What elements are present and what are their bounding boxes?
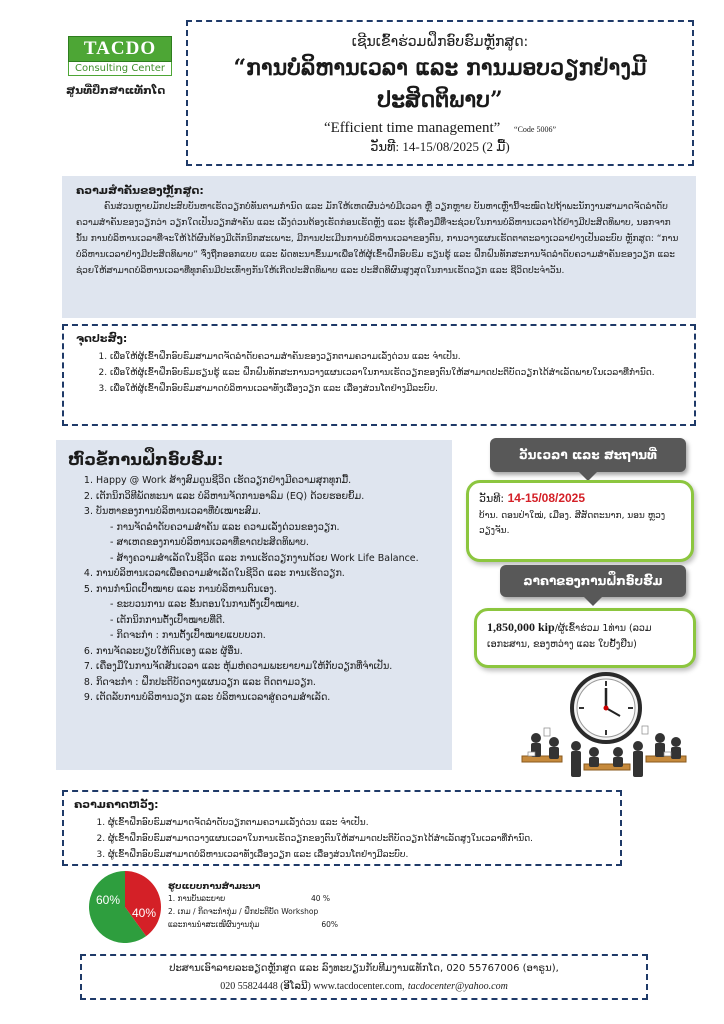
course-date: ວັນທີ: 14-15/08/2025 (2 ມື້) [370, 139, 510, 154]
topic-item [96, 659, 440, 675]
invite-text: ເຊີນເຂົ້າຮ່ວມຝຶກອົບຮົມຫຼັກສູດ: [351, 34, 529, 50]
topic-item [96, 582, 440, 644]
topic-text: ເຕັດລັບການບໍລິຫານວຽກ ແລະ ບໍລິຫານເວລາສູ່ຄວາມສຳເລັດ. [96, 692, 331, 703]
contact-phone-web: 020 55824448 (ອີໂລນີ) www.tacdocenter.com, [220, 981, 405, 992]
expectations-section [62, 790, 622, 866]
logo-subtitle: Consulting Center [68, 62, 172, 76]
schedule-place: ບ້ານ. ດອນປ່າໃໝ່, ເມືອງ. ສີສັດຕະນາກ, ນອນ ຫຼວງວຽງຈັນ. [479, 511, 666, 536]
topic-item [96, 473, 440, 489]
pie-label-red: 40% [132, 906, 157, 920]
topics-section [56, 440, 452, 770]
expectation-item: 2. ຜູ້ເຂົ້າຝຶກອົບຮົມສາມາດວາງແຜນເວລາໃນການເຮັດວຽກຂອງຕົນໃຫ້ສາມາດປະຕິບັດວຽກໄດ້ສຳເລັດສູງໃນເວລາທີ່ກຳນົດ. [108, 831, 610, 847]
expectations-heading: ຄວາມຄາດຫວັງ: [74, 798, 159, 811]
topic-subitem: - ສາເຫດຂອງການບໍລິຫານເວລາທີ່ຂາດປະສິດທິພາບ. [110, 537, 309, 548]
price-heading-badge [500, 565, 686, 597]
price-heading: ລາຄາຂອງການຝຶກອົບຮົມ [523, 574, 663, 588]
method-legend [168, 882, 348, 931]
topic-text: ການກຳນົດເປົ້າໝາຍ ແລະ ການບໍລິຫານຕົນເອງ. [96, 583, 277, 595]
contact-email[interactable]: tacdocenter@yahoo.com [407, 981, 508, 992]
method-title: ຮູບແບບການສຳມະນາ [168, 882, 261, 892]
topic-item [96, 566, 440, 582]
topic-subitem: - ການຈັດລຳດັບຄວາມສຳຄັນ ແລະ ຄວາມເລັ່ງດ່ວນຂອງວຽກ. [110, 521, 340, 533]
price-text [487, 619, 683, 653]
price-box [474, 608, 696, 668]
schedule-date-row [479, 491, 681, 505]
expectation-item: 3. ຜູ້ເຂົ້າຝຶກອົບຮົມສາມາດບໍລິຫານເວລາທັງເລື່ອງວຽກ ແລະ ເລື່ອງສ່ວນໂຕຢ່າງມີລະບົບ. [108, 847, 610, 863]
course-title: “ການບໍລິຫານເວລາ ແລະ ການມອບວຽກຢ່າງມີປະສິດຕິພາບ” [233, 55, 647, 113]
schedule-heading-badge [490, 438, 686, 472]
tacdo-logo [68, 36, 172, 76]
expectations-list [108, 815, 610, 863]
topic-text: ການຈັດລະບຽບໃຫ້ຕົນເອງ ແລະ ຜູ້ອື່ນ. [96, 645, 243, 657]
topic-text: ບັນຫາຂອງການບໍລິຫານເວລາທີ່ບໍ່ເໝາະສົມ. [96, 506, 262, 517]
topic-subitem: - ເຕັກນິກການຕັ້ງເປົ້າໝາຍທີ່ດີ. [110, 614, 226, 626]
objectives-section [62, 324, 696, 426]
clock-office-illustration [514, 668, 694, 794]
down-arrow-icon [583, 596, 603, 606]
topic-text: ເຄື່ອງມືໃນການຈັດສັນເວລາ ແລະ ຫຸ້ມຫໍຄວາມພະຍາຍາມໃຫ້ກັບວຽກທີ່ຈຳເປັນ. [96, 661, 393, 672]
topics-list [96, 473, 440, 706]
contact-line-1: ປະສານເອົາລາຍລະອຽດຫຼັກສູດ ແລະ ລົງທະບຽນກັບທີມງານແທັກໂດ, 020 55767006 (ອາຣູນ), [169, 963, 559, 974]
english-title [188, 120, 692, 137]
importance-section [62, 176, 696, 318]
pie-label-green: 60% [96, 893, 121, 907]
clock-icon [572, 674, 640, 742]
topic-text: ເຕັກນິກວິທີພັດທະນາ ແລະ ບໍລິຫານຈັດການອາລົມ (EQ) ດ້ວຍຮອຍຍິ້ມ. [96, 490, 365, 502]
method-pie-chart [88, 870, 162, 944]
price-amount: 1,850,000 kip [487, 620, 555, 634]
objective-item: 2. ເພື່ອໃຫ້ຜູ້ເຂົ້າຝຶກອົບຮົມຮຽນຮູ້ ແລະ ຝຶກຝົນທັກສະການວາງແຜນເວລາໃນການເຮັດວຽກຂອງຕົນໃຫ້ສາມາດປະຕິບັດວຽກໄດ້ສຳເລັດພາຍໃນເວລາທີ່ກຳນົດ. [110, 365, 682, 381]
topic-item [96, 644, 440, 660]
method-row-lecture [168, 892, 348, 905]
topic-subitem: - ກິດຈະກຳ : ການຕັ້ງເປົ້າໝາຍແບບບວກ. [110, 630, 266, 641]
method-row-label: 2. ເກມ / ກິດຈະກຳກຸ່ມ / ຝຶກປະຕິບັດ Workshop [168, 907, 319, 916]
objective-item: 1. ເພື່ອໃຫ້ຜູ້ເຂົ້າຝຶກອົບຮົມສາມາດຈັດລຳດັບຄວາມສຳຄັນຂອງວຽກຕາມຄວາມເລັ່ງດ່ວນ ແລະ ຈຳເປັນ. [110, 349, 682, 365]
topic-item [96, 675, 440, 691]
schedule-box [466, 480, 694, 562]
objectives-heading: ຈຸດປະສົງ: [76, 332, 128, 345]
contact-box [80, 954, 648, 1000]
logo-caption: ສູນທີ່ປຶກສາແທັກໂດ [66, 84, 166, 97]
title-box [186, 20, 694, 166]
topic-text: ການບໍລິຫານເວລາເພື່ອຄວາມສຳເລັດໃນຊີວິດ ແລະ ການເຮັດວຽກ. [96, 568, 345, 579]
schedule-date-value: 14-15/08/2025 [507, 491, 586, 505]
importance-body: ຄົນສ່ວນຫຼາຍມັກປະສົບບັນຫາເຮັດວຽກບໍ່ທັນຕາມກຳນົດ ແລະ ມັກໃຫ້ເຫດຜົນວ່າບໍ່ມີເວລາ ຫຼື ວຽກຫຼາຍ ບັນຫາເຫຼົ່ານີ້ຈະໝົດໄປຖ້າພະນັກງານສາມາດຈັດລຳດັບຄວາມສຳຄັນຂອງວຽກວ່າ ວຽກໃດເປັນວຽກສຳຄັນ ແລະ ເລັ່ງດ່ວນຕ້ອງເຮັດກ່ອນເຮັດຫຼັງ ແລະ ຮູ້ເຄື່ອງມືທີ່ຈະຊ່ວຍໃນການບໍລິຫານເວລາໄດ້ຢ່າງມີປະສິດທິພາບ, ນອກຈາກນັ້ນ ການບໍລິຫານເວລາທີ່ຈະໃຫ້ໄດ້ຜົນຕ້ອງມີເຕັກນິກສະເພາະ, ມີການປະເມີນການບໍລິຫານເວລາຂອງຕົນ, ການວາງແຜນເຮັດຕາຕະລາງເວລາຢ່າງເປັນລະບົບ ຫຼັກສູດ: “ການບໍລິຫານເວລາຢ່າງມີປະສິດທິພາບ” ຈຶ່ງຖືກອອກແບບ ແລະ ພັດທະນາຂຶ້ນມາເພື່ອໃຫ້ຜູ້ເຂົ້າຝຶກອົບຮົມ ຮຽນຮູ້ ແລະ ຝຶກຝົນທັກສະການຈັດລຳດັບຄວາມສຳຄັນຂອງວຽກ ແລະ ຊ່ວຍໃຫ້ສາມາດບໍລິຫານເວລາທີ່ທຸກຄົນມີປະເທົ່າໆກັນໃຫ້ເກີດປະສິດທິພາບ ແລະ ປະສິດທິຜົນສູງສຸດໃນການເຮັດວຽກ ແລະ ຊີວິດປະຈຳວັນ. [76, 202, 679, 276]
method-row-label: 1. ການບັນລະຍາຍ [168, 894, 226, 903]
importance-heading: ຄວາມສຳຄັນຂອງຫຼັກສູດ: [76, 184, 204, 197]
topic-item [96, 504, 440, 566]
method-row-presentation [168, 918, 348, 931]
topic-text: Happy @ Work ສ້າງສົມດູນຊີວິດ ເຮັດວຽກຢ່າງມີຄວາມສຸກທຸກມື້. [96, 475, 352, 486]
method-row-percent: 40 % [310, 894, 330, 903]
topic-item [96, 690, 440, 706]
objective-item: 3. ເພື່ອໃຫ້ຜູ້ເຂົ້າຝຶກອົບຮົມສາມາດບໍລິຫານເວລາທັງເລື່ອງວຽກ ແລະ ເລື່ອງສ່ວນໂຕຢ່າງມີລະບົບ. [110, 381, 682, 397]
topic-subitem: - ສ້າງຄວາມສຳເລັດໃນຊີວິດ ແລະ ການເຮັດວຽກງານດ້ວຍ Work Life Balance. [110, 552, 419, 564]
logo-name: TACDO [68, 36, 172, 62]
method-row-note: ແລະການນຳສະເໜີຜົນງານກຸ່ມ [168, 920, 260, 929]
topic-subitem: - ຂະບວນການ ແລະ ຂັ້ນຕອນໃນການຕັ້ງເປົ້າໝາຍ. [110, 599, 300, 610]
topic-text: ກິດຈະກຳ : ຝຶກປະຕິບັດວາງແຜນວຽກ ແລະ ຕິດຕາມວຽກ. [96, 676, 316, 688]
topic-item [96, 489, 440, 505]
price-detail: /ຜູ້ເຂົ້າຮ່ວມ 1ທ່ານ (ລວມເອກະສານ, ຂອງຫວ່າງ ແລະ ໃບຢັ້ງຢືນ) [487, 623, 652, 650]
schedule-heading: ວັນເວລາ ແລະ ສະຖານທີ່ [519, 448, 657, 462]
schedule-date-label: ວັນທີ: [479, 492, 505, 505]
contact-line-2 [82, 978, 646, 996]
method-row-percent: 60% [321, 920, 338, 929]
desk-icon [522, 756, 686, 770]
expectation-item: 1. ຜູ້ເຂົ້າຝຶກອົບຮົມສາມາດຈັດລຳດັບວຽກຕາມຄວາມເລັ່ງດ່ວນ ແລະ ຈຳເປັນ. [108, 815, 610, 831]
topics-heading: ຫົວຂໍ້ການຝຶກອົບຮົມ: [68, 450, 224, 469]
method-row-activities [168, 905, 348, 918]
objectives-list [110, 349, 682, 397]
english-title-text: “Efficient time management” [323, 120, 501, 136]
course-code: “Code 5006” [514, 125, 557, 134]
